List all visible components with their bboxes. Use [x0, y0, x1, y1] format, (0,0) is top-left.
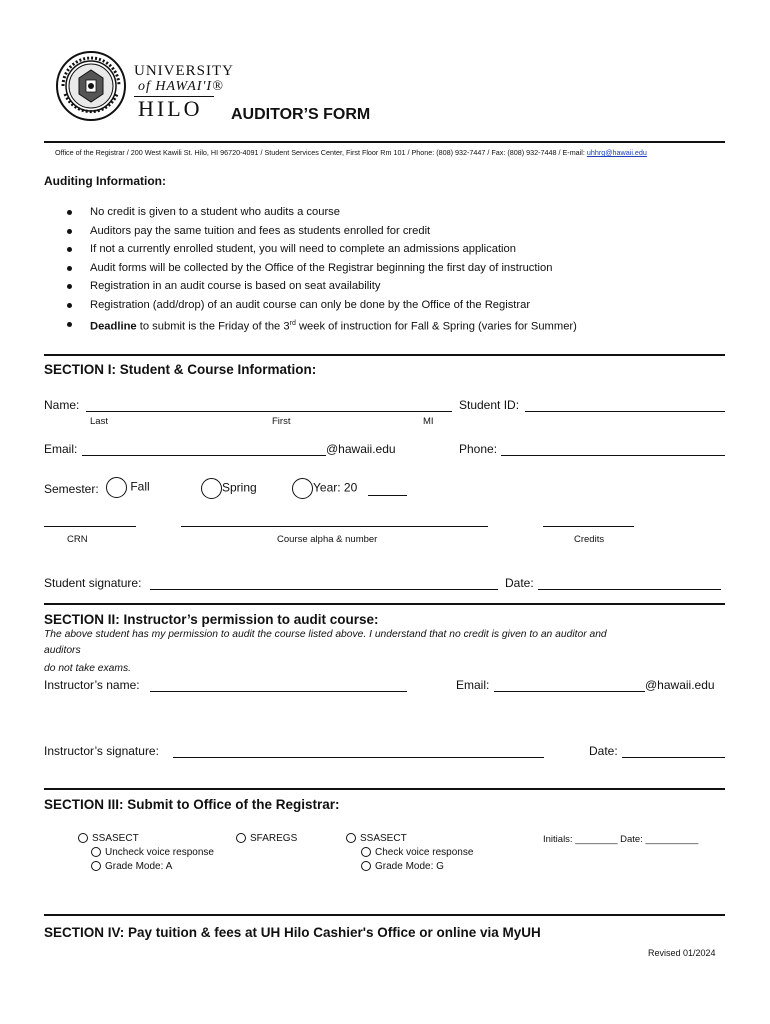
credits-field[interactable]	[543, 526, 634, 527]
grade-mode-g-radio-icon[interactable]	[361, 861, 371, 871]
instructor-signature-field[interactable]	[173, 757, 544, 758]
student-date-field[interactable]	[538, 589, 721, 590]
grade-mode-a-label: Grade Mode: A	[105, 861, 173, 872]
grade-mode-a-radio-icon[interactable]	[91, 861, 101, 871]
list-item	[64, 277, 577, 296]
student-id-field[interactable]	[525, 411, 725, 412]
phone-field[interactable]	[501, 455, 725, 456]
bullet-icon	[67, 303, 72, 308]
section3-title: SECTION III: Submit to Office of the Registrar:	[44, 797, 340, 812]
header-rule	[44, 141, 725, 143]
deadline-text-end: week of instruction for Fall & Spring (varies for Summer)	[295, 320, 577, 333]
name-last-caption: Last	[90, 416, 108, 427]
logo-wordmark	[134, 64, 234, 120]
year-label: Year: 20	[313, 480, 358, 495]
check-voice-option[interactable]	[361, 847, 473, 858]
phone-label: Phone:	[459, 442, 498, 456]
check-voice-radio-icon[interactable]	[361, 847, 371, 857]
crn-caption: CRN	[67, 534, 88, 545]
logo-hilo: HILO	[138, 96, 203, 121]
name-mi-caption: MI	[423, 416, 434, 427]
year-radio-icon[interactable]	[292, 478, 313, 499]
ssasect-option-2[interactable]	[346, 833, 407, 844]
list-item-text: Registration (add/drop) of an audit course can only be done by the Office of the Registrar	[90, 298, 531, 311]
list-item-text: Audit forms will be collected by the Office of the Registrar beginning the first day of instruction	[90, 261, 553, 274]
grade-mode-g-option[interactable]	[361, 861, 444, 872]
uncheck-voice-label: Uncheck voice response	[105, 847, 214, 858]
list-item	[64, 259, 577, 278]
section1-title: SECTION I: Student & Course Information:	[44, 362, 317, 377]
email-label: Email:	[44, 442, 78, 456]
semester-year-option[interactable]	[292, 478, 357, 499]
course-field[interactable]	[181, 526, 488, 527]
list-item	[64, 222, 577, 241]
grade-mode-a-option[interactable]	[91, 861, 172, 872]
name-label: Name:	[44, 398, 80, 412]
bullet-icon	[67, 266, 72, 271]
name-field[interactable]	[86, 411, 452, 412]
student-signature-field[interactable]	[150, 589, 498, 590]
instructor-email-label: Email:	[456, 678, 490, 692]
uncheck-voice-option[interactable]	[91, 847, 214, 858]
spring-label: Spring	[222, 480, 257, 495]
sfaregs-option[interactable]	[236, 833, 297, 844]
name-first-caption: First	[272, 416, 291, 427]
email-field[interactable]	[82, 455, 326, 456]
section3-rule	[44, 788, 725, 790]
ssasect-2-label: SSASECT	[360, 833, 407, 844]
fall-radio-icon[interactable]	[106, 477, 127, 498]
auditing-heading: Auditing Information:	[44, 174, 166, 188]
spring-radio-icon[interactable]	[201, 478, 222, 499]
deadline-label: Deadline	[90, 320, 137, 333]
permission-statement-2: auditors	[44, 645, 81, 656]
auditing-list	[64, 203, 577, 333]
list-item-text: If not a currently enrolled student, you will need to complete an admissions application	[90, 243, 516, 256]
instructor-email-field[interactable]	[494, 691, 645, 692]
bullet-icon	[67, 322, 72, 327]
list-item-deadline	[64, 315, 577, 334]
logo-university: UNIVERSITY	[134, 63, 234, 79]
deadline-superscript: rd	[289, 319, 296, 327]
instructor-name-field[interactable]	[150, 691, 407, 692]
instructor-date-field[interactable]	[622, 757, 725, 758]
semester-spring-option[interactable]	[201, 478, 257, 499]
semester-fall-option[interactable]	[106, 477, 150, 498]
sfaregs-label: SFAREGS	[250, 833, 298, 844]
bullet-icon	[67, 210, 72, 215]
bullet-icon	[67, 284, 72, 289]
form-title: AUDITOR’S FORM	[231, 106, 371, 123]
course-caption: Course alpha & number	[277, 534, 378, 545]
grade-mode-g-label: Grade Mode: G	[375, 861, 444, 872]
crn-field[interactable]	[44, 526, 136, 527]
registrar-email-link[interactable]: uhhrg@hawaii.edu	[586, 148, 647, 157]
logo-hawaii: of HAWAI'I®	[138, 79, 224, 94]
revised-date: Revised 01/2024	[648, 948, 716, 958]
deadline-text: to submit is the Friday of the 3	[136, 320, 290, 333]
student-signature-label: Student signature:	[44, 576, 142, 590]
office-address: Office of the Registrar / 200 West Kawili St. Hilo, HI 96720-4091 / Student Services Center, First Floor Rm 101 / Phone: (808) 932-7447 / Fax: (808) 932-7448 / E-mail:	[55, 148, 587, 157]
bullet-icon	[67, 229, 72, 234]
fall-label: Fall	[130, 479, 150, 494]
instructor-name-label: Instructor’s name:	[44, 678, 140, 692]
check-voice-label: Check voice response	[375, 847, 474, 858]
bullet-icon	[67, 247, 72, 252]
list-item	[64, 203, 577, 222]
section4-rule	[44, 914, 725, 916]
list-item-text: Auditors pay the same tuition and fees as students enrolled for credit	[90, 224, 431, 237]
section2-rule	[44, 603, 725, 605]
year-field[interactable]	[368, 495, 407, 496]
instructor-signature-label: Instructor’s signature:	[44, 744, 159, 758]
credits-caption: Credits	[574, 534, 605, 545]
ssasect-radio-icon[interactable]	[78, 833, 88, 843]
ssasect-2-radio-icon[interactable]	[346, 833, 356, 843]
permission-statement-3: do not take exams.	[44, 663, 132, 674]
list-item	[64, 296, 577, 315]
permission-statement-1: The above student has my permission to audit the course listed above. I understand that no credit is given to an auditor and	[44, 629, 607, 640]
list-item	[64, 240, 577, 259]
uncheck-voice-radio-icon[interactable]	[91, 847, 101, 857]
student-date-label: Date:	[505, 576, 534, 590]
semester-label: Semester:	[44, 482, 99, 496]
office-info-line	[55, 148, 647, 157]
list-item-text: No credit is given to a student who audits a course	[90, 206, 340, 218]
section2-title: SECTION II: Instructor’s permission to audit course:	[44, 612, 379, 627]
registrar-initials-date[interactable]: Initials: ________ Date: __________	[543, 834, 699, 845]
list-item-text: Registration in an audit course is based on seat availability	[90, 280, 381, 293]
university-seal	[55, 50, 127, 122]
student-id-label: Student ID:	[459, 398, 520, 412]
ssasect-label: SSASECT	[92, 833, 139, 844]
section1-rule	[44, 354, 725, 356]
ssasect-option-1[interactable]	[78, 833, 139, 844]
instructor-email-domain: @hawaii.edu	[645, 678, 715, 692]
email-domain: @hawaii.edu	[326, 442, 396, 456]
section4-title: SECTION IV: Pay tuition & fees at UH Hilo Cashier's Office or online via MyUH	[44, 925, 541, 940]
instructor-date-label: Date:	[589, 744, 618, 758]
sfaregs-radio-icon[interactable]	[236, 833, 246, 843]
